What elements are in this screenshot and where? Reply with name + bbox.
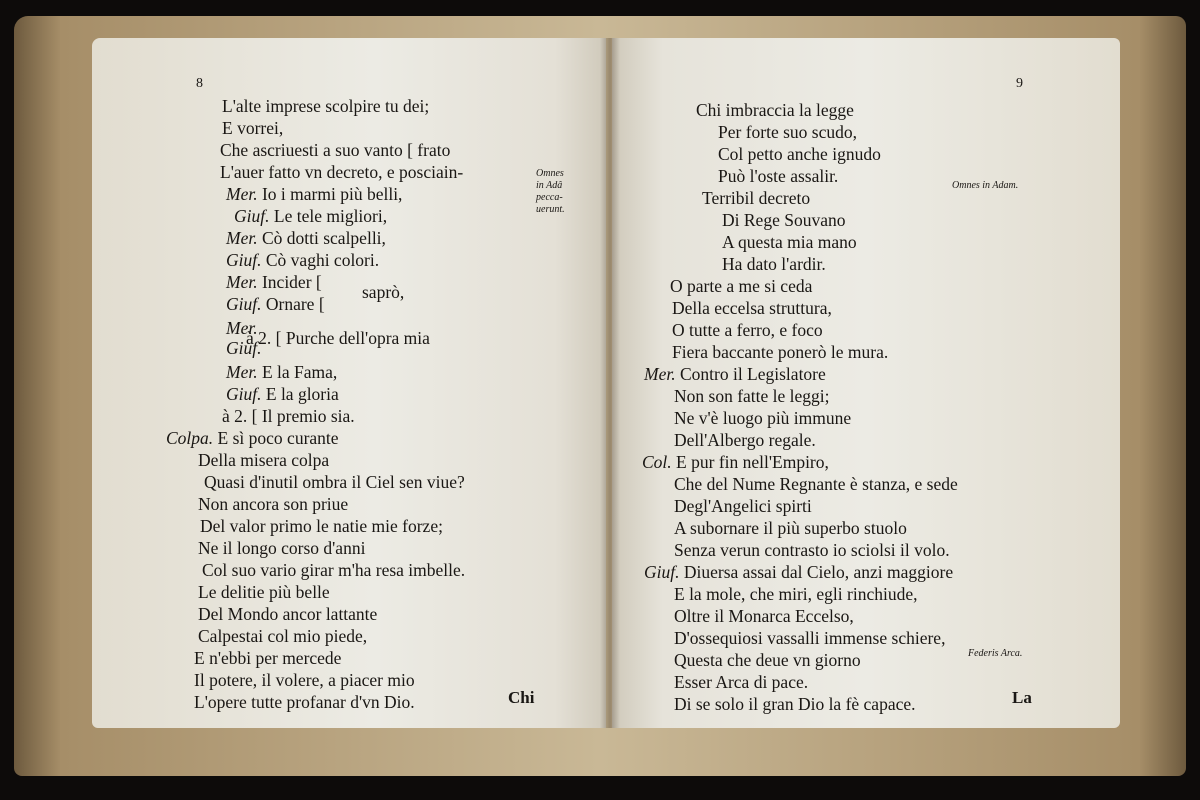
text-line: E vorrei, (222, 118, 284, 138)
text-line: Non son fatte le leggi; (674, 386, 830, 406)
text-line: Col suo vario girar m'ha resa imbelle. (202, 560, 466, 580)
page-number: 9 (1016, 76, 1023, 91)
text-line: Mer. E la Fama, (226, 362, 338, 382)
text-line: Degl'Angelici spirti (674, 496, 812, 516)
text-line: L'auer fatto vn decreto, e posciain- (220, 162, 464, 182)
text-line: Mer. Incider [ (226, 272, 322, 292)
margin-note-line: pecca- (536, 192, 563, 203)
left-page (92, 38, 606, 728)
text-line: Che ascriuesti a suo vanto [ frato (220, 140, 451, 160)
text-line: Ne v'è luogo più immune (674, 408, 852, 428)
text-line: Giuf. Le tele migliori, (234, 206, 388, 226)
text-line: Col petto anche ignudo (718, 144, 881, 164)
text-line: Del Mondo ancor lattante (198, 604, 378, 624)
text-line: Mer. Io i marmi più belli, (226, 184, 403, 204)
text-line: Fiera baccante ponerò le mura. (672, 342, 889, 362)
text-line: A subornare il più superbo stuolo (674, 518, 907, 538)
text-line: Può l'oste assalir. (718, 166, 839, 186)
text-line: à 2. [ Il premio sia. (222, 406, 355, 426)
text-line: E la mole, che miri, egli rinchiude, (674, 584, 918, 604)
text-line: Chi imbraccia la legge (696, 100, 854, 120)
text-line: Della misera colpa (198, 450, 330, 470)
text-line: Giuf. E la gloria (226, 384, 339, 404)
page-number: 8 (196, 76, 203, 91)
text-line: Di Rege Souvano (722, 210, 846, 230)
margin-note-line: uerunt. (536, 204, 565, 215)
text-line: Ne il longo corso d'anni (198, 538, 366, 558)
margin-note: Omnes in Adam. (952, 180, 1019, 191)
margin-note: Federis Arca. (968, 648, 1023, 659)
text-line: O tutte a ferro, e foco (672, 320, 823, 340)
text-line: L'alte imprese scolpire tu dei; (222, 96, 430, 116)
text-line: Dell'Albergo regale. (674, 430, 816, 450)
text-line: Quasi d'inutil ombra il Ciel sen viue? (204, 472, 465, 492)
text-line: Di se solo il gran Dio la fè capace. (674, 694, 916, 714)
text-line: Oltre il Monarca Eccelso, (674, 606, 854, 626)
gutter-shadow (600, 38, 620, 728)
text-line: Mer. (226, 318, 258, 338)
catchword: La (1012, 688, 1032, 707)
text-line: Giuf. Cò vaghi colori. (226, 250, 380, 270)
text-line: Terribil decreto (702, 188, 811, 208)
margin-note-line: in Adâ (536, 180, 563, 191)
text-line: Che del Nume Regnante è stanza, e sede (674, 474, 958, 494)
margin-note (536, 168, 565, 216)
text-line: Mer. Contro il Legislatore (644, 364, 826, 384)
text-line: Senza verun contrasto io sciolsi il volo. (674, 540, 950, 560)
text-line: Giuf. Ornare [ (226, 294, 325, 314)
text-line: Questa che deue vn giorno (674, 650, 861, 670)
text-line: D'ossequiosi vassalli immense schiere, (674, 628, 946, 648)
text-line: Per forte suo scudo, (718, 122, 858, 142)
text-line: à 2. [ Purche dell'opra mia (246, 328, 430, 348)
text-line: Ha dato l'ardir. (722, 254, 826, 274)
text-line: O parte a me si ceda (670, 276, 813, 296)
text-line: Del valor primo le natie mie forze; (200, 516, 443, 536)
catchword: Chi (508, 688, 535, 707)
text-line: E n'ebbi per mercede (194, 648, 342, 668)
text-line: Mer. Cò dotti scalpelli, (226, 228, 386, 248)
text-line: Giuf. Diuersa assai dal Cielo, anzi maggiore (644, 562, 954, 582)
text-line: Colpa. E sì poco curante (166, 428, 339, 448)
right-page (612, 38, 1120, 728)
text-line: Calpestai col mio piede, (198, 626, 368, 646)
text-line: Non ancora son priue (198, 494, 349, 514)
text-line: Le delitie più belle (198, 582, 330, 602)
text-line: A questa mia mano (722, 232, 857, 252)
text-line: Col. E pur fin nell'Empiro, (642, 452, 829, 472)
text-line: Il potere, il volere, a piacer mio (194, 670, 415, 690)
text-line: Giuf. (226, 338, 262, 358)
text-line: Della eccelsa struttura, (672, 298, 832, 318)
margin-note-line: Omnes (536, 168, 564, 179)
text-line: saprò, (362, 282, 405, 302)
text-line: Esser Arca di pace. (674, 672, 809, 692)
text-line: L'opere tutte profanar d'vn Dio. (194, 692, 415, 712)
